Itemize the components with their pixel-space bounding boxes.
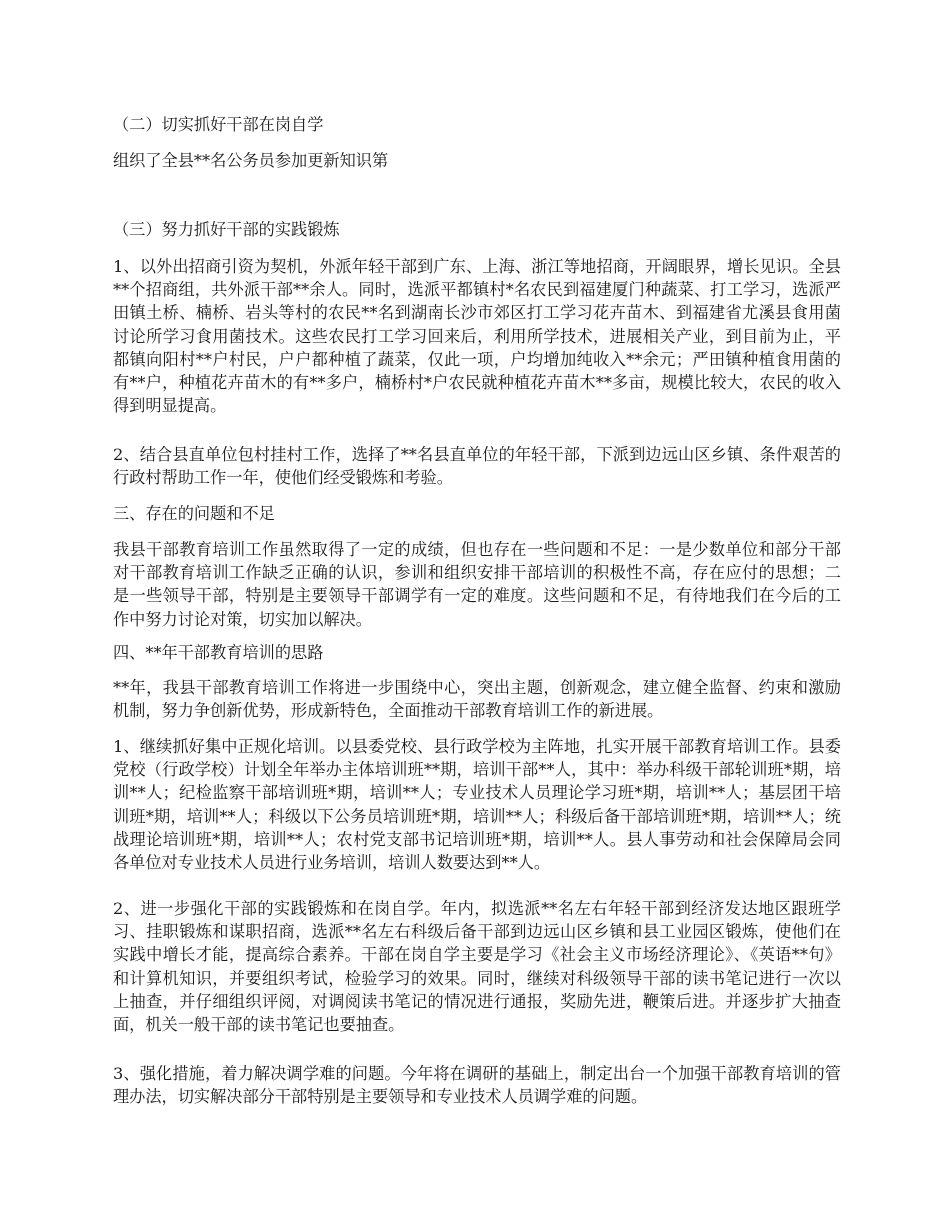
section-heading-3: 三、存在的问题和不足 <box>113 504 275 523</box>
heading-subsection-2: （二）切实抓好干部在岗自学 <box>113 115 324 134</box>
paragraph: 1、以外出招商引资为契机，外派年轻干部到广东、上海、浙江等地招商，开阔眼界，增长见识。全县**个招商组，共外派干部**余人。同时，选派平都镇村*名农民到福建厦门种蔬菜、打工学习，选派严田镇土桥、楠桥、岩头等村的农民**名到湖南长沙市郊区打工学习花卉苗木、到福建省尤溪县食用菌讨论所学习食用菌技术。这些农民打工学习回来后，利用所学技术，进展相关产业，到目前为止，平都镇向阳村**户村民，户户都种植了蔬菜，仅此一项，户均增加纯收入**余元；严田镇种植食用菌的有**户，种植花卉苗木的有**多户，楠桥村*户农民就种植花卉苗木**多亩，规模比较大，农民的收入得到明显提高。 <box>113 257 841 416</box>
paragraph: **年，我县干部教育培训工作将进一步围绕中心，突出主题，创新观念，建立健全监督、约束和激励机制，努力争创新优势，形成新特色，全面推动干部教育培训工作的新进展。 <box>113 678 841 721</box>
heading-subsection-3: （三）努力抓好干部的实践锻炼 <box>113 220 340 239</box>
paragraph: 2、结合县直单位包村挂村工作，选择了**名县直单位的年轻干部，下派到边远山区乡镇、条件艰苦的行政村帮助工作一年，使他们经受锻炼和考验。 <box>113 445 841 488</box>
paragraph: 3、强化措施，着力解决调学难的问题。今年将在调研的基础上，制定出台一个加强干部教育培训的管理办法，切实解决部分干部特别是主要领导和专业技术人员调学难的问题。 <box>113 1064 841 1107</box>
paragraph: 组织了全县**名公务员参加更新知识第 <box>113 151 389 170</box>
paragraph: 2、进一步强化干部的实践锻炼和在岗自学。年内，拟选派**名左右年轻干部到经济发达地区跟班学习、挂职锻炼和谋职招商，选派**名左右科级后备干部到边远山区乡镇和县工业园区锻炼，使他们在实践中增长才能，提高综合素养。干部在岗自学主要是学习《社会主义市场经济理论》、《英语**句》和计算机知识，并要组织考试，检验学习的效果。同时，继续对科级领导干部的读书笔记进行一次以上抽查，并仔细组织评阅，对调阅读书笔记的情况进行通报，奖励先进，鞭策后进。并逐步扩大抽查面，机关一般干部的读书笔记也要抽查。 <box>113 899 841 1035</box>
paragraph: 我县干部教育培训工作虽然取得了一定的成绩，但也存在一些问题和不足：一是少数单位和部分干部对干部教育培训工作缺乏正确的认识，参训和组织安排干部培训的积极性不高，存在应付的思想；二是一些领导干部，特别是主要领导干部调学有一定的难度。这些问题和不足，有待地我们在今后的工作中努力讨论对策，切实加以解决。 <box>113 540 841 629</box>
section-heading-4: 四、**年干部教育培训的思路 <box>113 643 324 662</box>
paragraph: 1、继续抓好集中正规化培训。以县委党校、县行政学校为主阵地，扎实开展干部教育培训工作。县委党校（行政学校）计划全年举办主体培训班**期，培训干部**人，其中：举办科级干部轮训班*期，培训**人；纪检监察干部培训班*期，培训**人；专业技术人员理论学习班*期，培训**人；基层团干培训班*期，培训**人；科级以下公务员培训班*期，培训**人；科级后备干部培训班*期，培训**人；统战理论培训班*期，培训**人；农村党支部书记培训班*期，培训**人。县人事劳动和社会保障局会同各单位对专业技术人员进行业务培训，培训人数要达到**人。 <box>113 737 841 873</box>
